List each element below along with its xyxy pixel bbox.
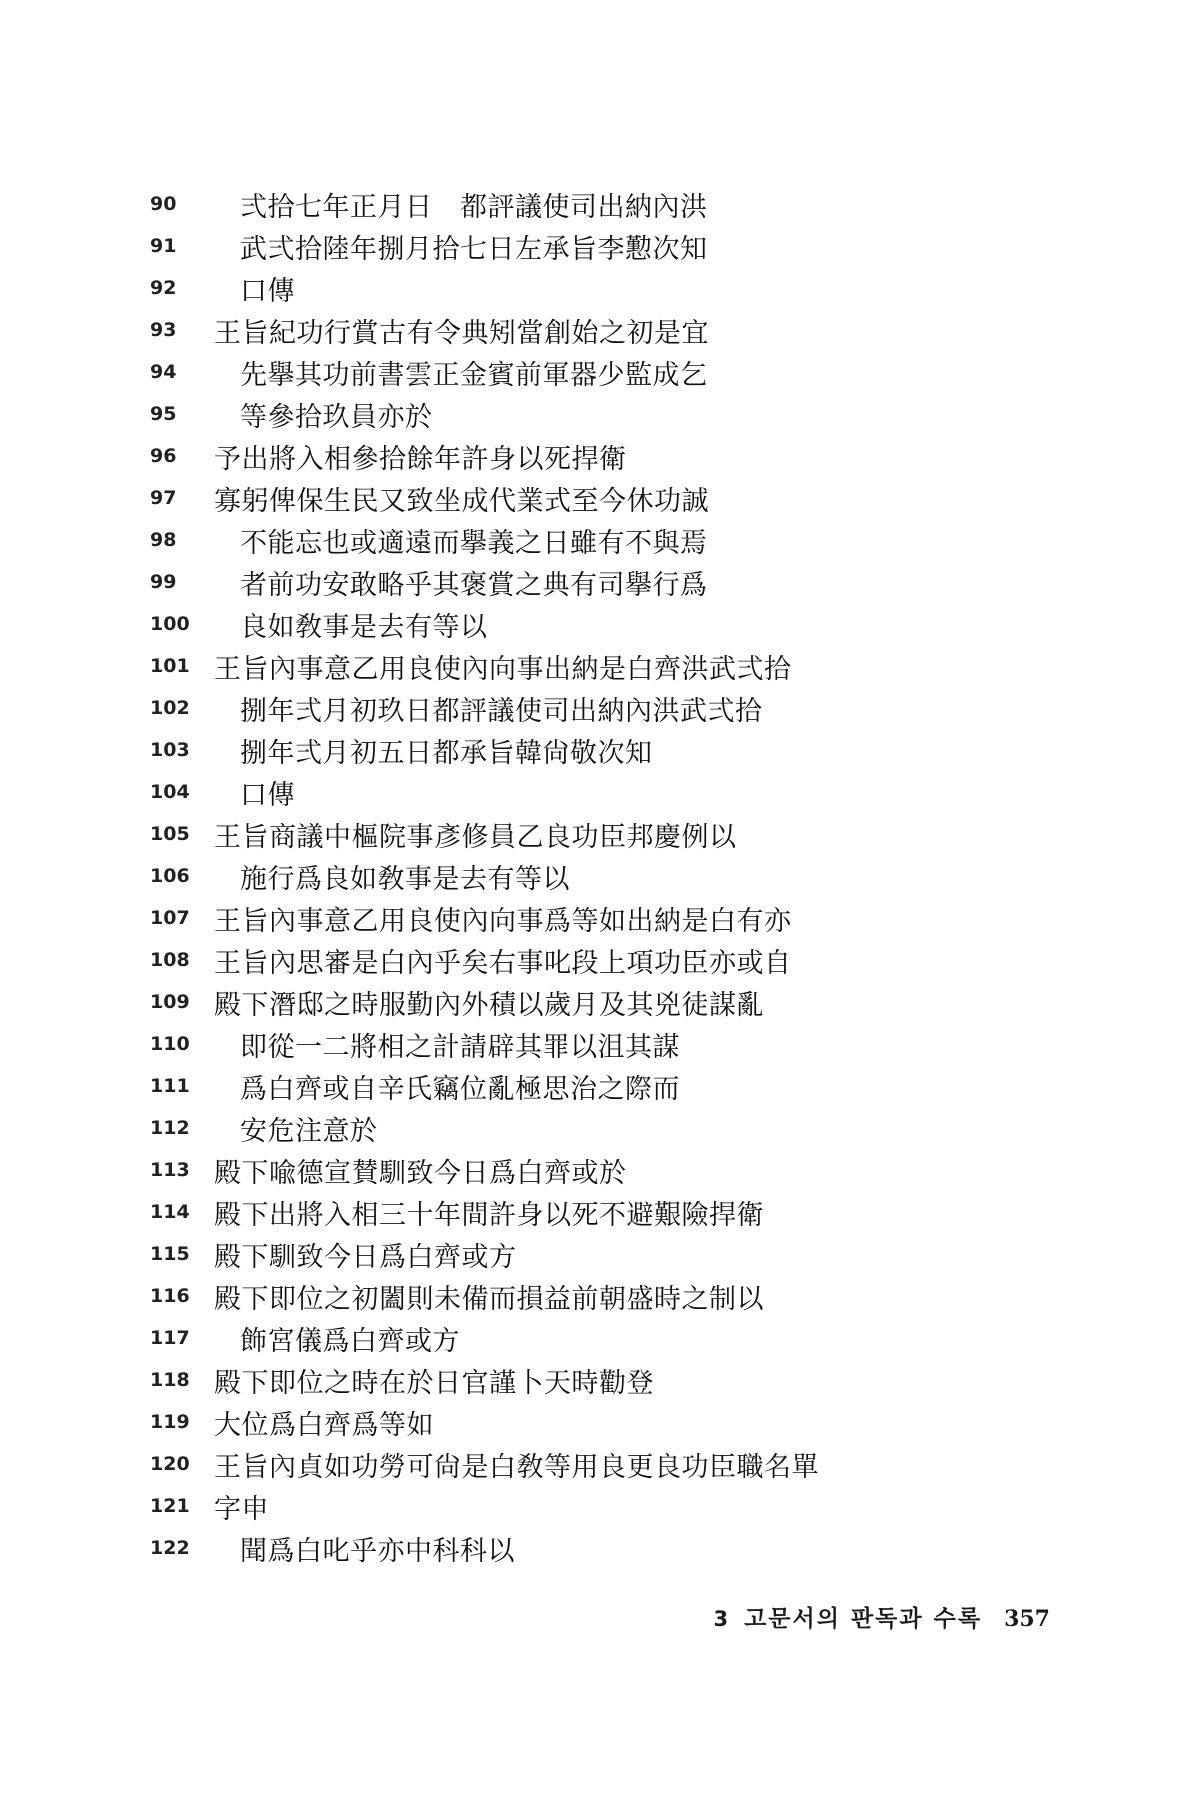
text-line — [150, 1107, 850, 1149]
line-text: 施行爲良如敎事是去有等以 — [240, 863, 570, 895]
line-text: 弍拾七年正月日 都評議使司出納內洪 — [240, 191, 708, 223]
line-number: 108 — [150, 949, 190, 971]
line-number: 116 — [150, 1285, 190, 1307]
line-number: 96 — [150, 445, 177, 467]
line-number: 122 — [150, 1537, 190, 1559]
line-number: 115 — [150, 1243, 190, 1265]
line-number: 90 — [150, 193, 177, 215]
line-number: 101 — [150, 655, 190, 677]
line-text: 捌年弍月初玖日都評議使司出納內洪武弍拾 — [240, 695, 763, 727]
line-number: 105 — [150, 823, 190, 845]
line-number: 91 — [150, 235, 177, 257]
line-text: 字申 — [214, 1493, 269, 1525]
text-line — [150, 603, 850, 645]
line-text: 殿下即位之初闔則未備而損益前朝盛時之制以 — [214, 1283, 764, 1315]
line-text: 殿下潛邸之時服勤內外積以歲月及其兇徒謀亂 — [214, 989, 764, 1021]
text-line — [150, 1275, 850, 1317]
text-line — [150, 813, 850, 855]
line-text: 殿下即位之時在於日官謹卜天時勸登 — [214, 1367, 654, 1399]
line-text: 王旨紀功行賞古有令典矧當創始之初是宜 — [214, 317, 709, 349]
text-line — [150, 1401, 850, 1443]
line-text: 捌年弍月初五日都承旨韓尙敬次知 — [240, 737, 653, 769]
line-number: 119 — [150, 1411, 190, 1433]
line-number: 114 — [150, 1201, 190, 1223]
line-text: 不能忘也或適遠而擧義之日雖有不與焉 — [240, 527, 708, 559]
text-line — [150, 1233, 850, 1275]
text-line — [150, 645, 850, 687]
text-line — [150, 477, 850, 519]
line-text: 聞爲白叱乎亦中科科以 — [240, 1535, 515, 1567]
line-number: 118 — [150, 1369, 190, 1391]
text-line — [150, 183, 850, 225]
text-line — [150, 1065, 850, 1107]
text-line — [150, 1443, 850, 1485]
text-line — [150, 435, 850, 477]
chapter-title: 고문서의 판독과 수록 — [744, 1606, 983, 1632]
text-line — [150, 981, 850, 1023]
text-line — [150, 1023, 850, 1065]
line-number: 117 — [150, 1327, 190, 1349]
line-text: 爲白齊或自辛氏竊位亂極思治之際而 — [240, 1073, 680, 1105]
text-line — [150, 1359, 850, 1401]
line-text: 王旨內事意乙用良使內向事爲等如出納是白有亦 — [214, 905, 792, 937]
page-number: 357 — [1004, 1606, 1050, 1632]
transcription-lines — [150, 183, 850, 1569]
line-number: 95 — [150, 403, 177, 425]
line-text: 王旨內貞如功勞可尙是白敎等用良更良功臣職名單 — [214, 1451, 819, 1483]
text-line — [150, 687, 850, 729]
line-text: 王旨商議中樞院事彥修員乙良功臣邦慶例以 — [214, 821, 737, 853]
line-number: 112 — [150, 1117, 190, 1139]
line-number: 92 — [150, 277, 177, 299]
line-text: 先擧其功前書雲正金賓前軍器少監成乞 — [240, 359, 708, 391]
line-text: 殿下喩德宣賛馴致今日爲白齊或於 — [214, 1157, 627, 1189]
text-line — [150, 1317, 850, 1359]
line-number: 113 — [150, 1159, 190, 1181]
text-line — [150, 267, 850, 309]
line-number: 98 — [150, 529, 177, 551]
text-line — [150, 1527, 850, 1569]
line-text: 殿下馴致今日爲白齊或方 — [214, 1241, 517, 1273]
line-text: 寡躬俾保生民又致坐成代業式至今休功誠 — [214, 485, 709, 517]
line-text: 予出將入相參拾餘年許身以死捍衛 — [214, 443, 627, 475]
line-text: 安危注意於 — [240, 1115, 378, 1147]
line-text: 殿下出將入相三十年間許身以死不避艱險捍衛 — [214, 1199, 764, 1231]
line-number: 109 — [150, 991, 190, 1013]
text-line — [150, 729, 850, 771]
line-number: 107 — [150, 907, 190, 929]
text-line — [150, 351, 850, 393]
line-number: 104 — [150, 781, 190, 803]
line-text: 飾宮儀爲白齊或方 — [240, 1325, 460, 1357]
text-line — [150, 939, 850, 981]
line-text: 王旨內事意乙用良使內向事出納是白齊洪武弍拾 — [214, 653, 792, 685]
line-text: 者前功安敢略乎其褒賞之典有司擧行爲 — [240, 569, 708, 601]
text-line — [150, 309, 850, 351]
line-text: 等參拾玖員亦於 — [240, 401, 433, 433]
line-number: 121 — [150, 1495, 190, 1517]
line-number: 103 — [150, 739, 190, 761]
text-line — [150, 897, 850, 939]
line-text: 良如敎事是去有等以 — [240, 611, 488, 643]
text-line — [150, 1149, 850, 1191]
line-number: 94 — [150, 361, 177, 383]
text-line — [150, 771, 850, 813]
line-text: 即從一二將相之計請辟其罪以沮其謀 — [240, 1031, 680, 1063]
line-number: 106 — [150, 865, 190, 887]
text-line — [150, 519, 850, 561]
text-line — [150, 561, 850, 603]
chapter-number: 3 — [713, 1607, 729, 1631]
line-number: 99 — [150, 571, 177, 593]
line-number: 97 — [150, 487, 177, 509]
text-line — [150, 855, 850, 897]
text-line — [150, 393, 850, 435]
line-number: 100 — [150, 613, 190, 635]
line-number: 93 — [150, 319, 177, 341]
line-number: 110 — [150, 1033, 190, 1055]
text-line — [150, 1485, 850, 1527]
line-number: 120 — [150, 1453, 190, 1475]
line-text: 口傳 — [240, 779, 295, 811]
line-number: 111 — [150, 1075, 190, 1097]
line-number: 102 — [150, 697, 190, 719]
line-text: 大位爲白齊爲等如 — [214, 1409, 434, 1441]
page-footer — [713, 1600, 1050, 1633]
text-line — [150, 1191, 850, 1233]
line-text: 王旨內思審是白內乎矣右事叱段上項功臣亦或自 — [214, 947, 792, 979]
line-text: 口傳 — [240, 275, 295, 307]
text-line — [150, 225, 850, 267]
line-text: 武弍拾陸年捌月拾七日左承旨李懃次知 — [240, 233, 708, 265]
